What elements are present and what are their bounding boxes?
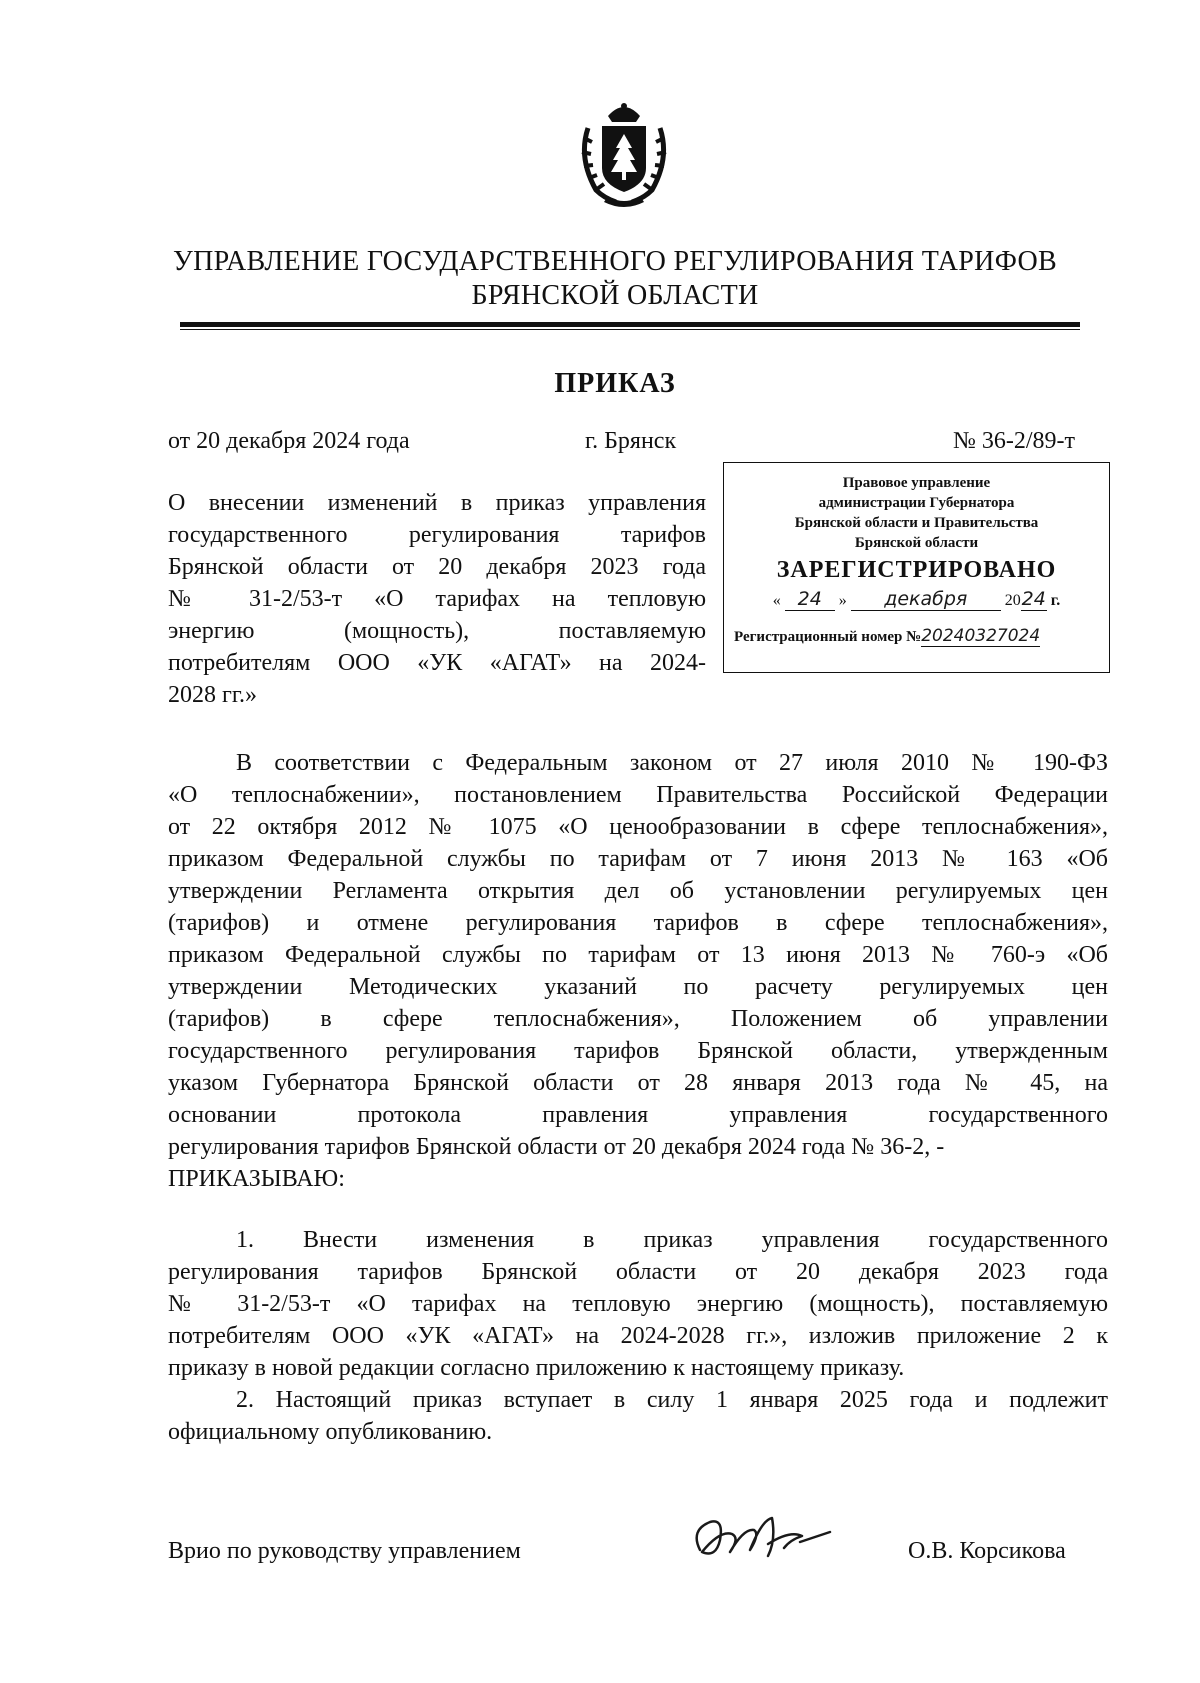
stamp-day: 24 bbox=[785, 588, 835, 611]
subject-line: 2028 гг.» bbox=[168, 682, 257, 708]
subject-line: Брянской области от 20 декабря 2023 года bbox=[168, 554, 706, 580]
body-line: (тарифов) в сфере теплоснабжения», Положением об управлении bbox=[168, 1006, 1108, 1032]
stamp-line: Правовое управление bbox=[842, 475, 991, 491]
body-line: 2. Настоящий приказ вступает в силу 1 января 2025 года и подлежит bbox=[236, 1387, 1108, 1413]
body-line: 1. Внести изменения в приказ управления государственного bbox=[236, 1227, 1108, 1253]
body-line: от 22 октября 2012 № 1075 «О ценообразовании в сфере теплоснабжения», bbox=[168, 814, 1108, 840]
body-line: приказу в новой редакции согласно приложению к настоящему приказу. bbox=[168, 1355, 905, 1381]
body-line: утверждении Методических указаний по расчету регулируемых цен bbox=[168, 974, 1108, 1000]
stamp-registration bbox=[724, 626, 1109, 646]
stamp-month: декабря bbox=[851, 588, 1001, 611]
body-line: В соответствии с Федеральным законом от 27 июля 2010 № 190-ФЗ bbox=[236, 750, 1108, 776]
stamp-line: Брянской области и Правительства bbox=[794, 515, 1039, 531]
document-title: ПРИКАЗ bbox=[554, 368, 676, 399]
order-item-2 bbox=[168, 1384, 1108, 1448]
stamp-date: « 24 » декабря 2024 г. bbox=[772, 588, 1061, 610]
stamp-reg-label: Регистрационный номер № bbox=[734, 629, 922, 645]
body-line: официальному опубликованию. bbox=[168, 1419, 493, 1445]
body-line: утверждении Регламента открытия дел об установлении регулируемых цен bbox=[168, 878, 1108, 904]
header-divider-thick bbox=[180, 322, 1080, 327]
body-line: приказом Федеральной службы по тарифам от 7 июня 2013 № 163 «Об bbox=[168, 846, 1108, 872]
stamp-registered-label: ЗАРЕГИСТРИРОВАНО bbox=[776, 557, 1057, 583]
order-subject bbox=[168, 487, 706, 711]
signatory-role: Врио по руководству управлением bbox=[168, 1538, 521, 1564]
stamp-line: Брянской области bbox=[854, 535, 979, 551]
body-line: регулирования тарифов Брянской области от 20 декабря 2024 года № 36-2, - bbox=[168, 1134, 945, 1160]
body-line: основании протокола правления управления государственного bbox=[168, 1102, 1108, 1128]
body-line: приказом Федеральной службы по тарифам от 13 июня 2013 № 760-э «Об bbox=[168, 942, 1108, 968]
coat-of-arms-icon bbox=[578, 98, 670, 210]
handwritten-signature-icon bbox=[680, 1500, 840, 1580]
body-line: указом Губернатора Брянской области от 28 января 2013 года № 45, на bbox=[168, 1070, 1108, 1096]
body-line: № 31-2/53-т «О тарифах на тепловую энергию (мощность), поставляемую bbox=[168, 1291, 1108, 1317]
subject-line: О внесении изменений в приказ управления bbox=[168, 490, 706, 516]
body-line: государственного регулирования тарифов Брянской области, утвержденным bbox=[168, 1038, 1108, 1064]
header-divider-thin bbox=[180, 329, 1080, 330]
body-line: регулирования тарифов Брянской области от 20 декабря 2023 года bbox=[168, 1259, 1108, 1285]
stamp-year-prefix: 20 bbox=[1004, 592, 1021, 609]
preamble-paragraph bbox=[168, 747, 1108, 1195]
subject-line: потребителям ООО «УК «АГАТ» на 2024- bbox=[168, 650, 706, 676]
agency-name-line2: БРЯНСКОЙ ОБЛАСТИ bbox=[471, 280, 759, 311]
subject-line: № 31-2/53-т «О тарифах на тепловую bbox=[168, 586, 706, 612]
body-line: «О теплоснабжении», постановлением Правительства Российской Федерации bbox=[168, 782, 1108, 808]
order-city: г. Брянск bbox=[585, 428, 677, 454]
signatory-name: О.В. Корсикова bbox=[908, 1538, 1066, 1564]
agency-name-line1: УПРАВЛЕНИЕ ГОСУДАРСТВЕННОГО РЕГУЛИРОВАНИЯ ТАРИФОВ bbox=[173, 246, 1057, 277]
subject-line: энергию (мощность), поставляемую bbox=[168, 618, 706, 644]
body-line: потребителям ООО «УК «АГАТ» на 2024-2028 гг.», изложив приложение 2 к bbox=[168, 1323, 1108, 1349]
order-keyword: ПРИКАЗЫВАЮ: bbox=[168, 1166, 345, 1192]
stamp-year-unit: г. bbox=[1050, 592, 1061, 609]
order-number: № 36-2/89-т bbox=[953, 428, 1076, 454]
stamp-year-suffix: 24 bbox=[1021, 588, 1046, 610]
order-item-1 bbox=[168, 1224, 1108, 1384]
stamp-line: администрации Губернатора bbox=[818, 495, 1015, 511]
subject-line: государственного регулирования тарифов bbox=[168, 522, 706, 548]
stamp-reg-number: 20240327024 bbox=[921, 626, 1041, 646]
order-date: от 20 декабря 2024 года bbox=[168, 428, 410, 454]
registration-stamp bbox=[723, 462, 1110, 673]
body-line: (тарифов) и отмене регулирования тарифов в сфере теплоснабжения», bbox=[168, 910, 1108, 936]
